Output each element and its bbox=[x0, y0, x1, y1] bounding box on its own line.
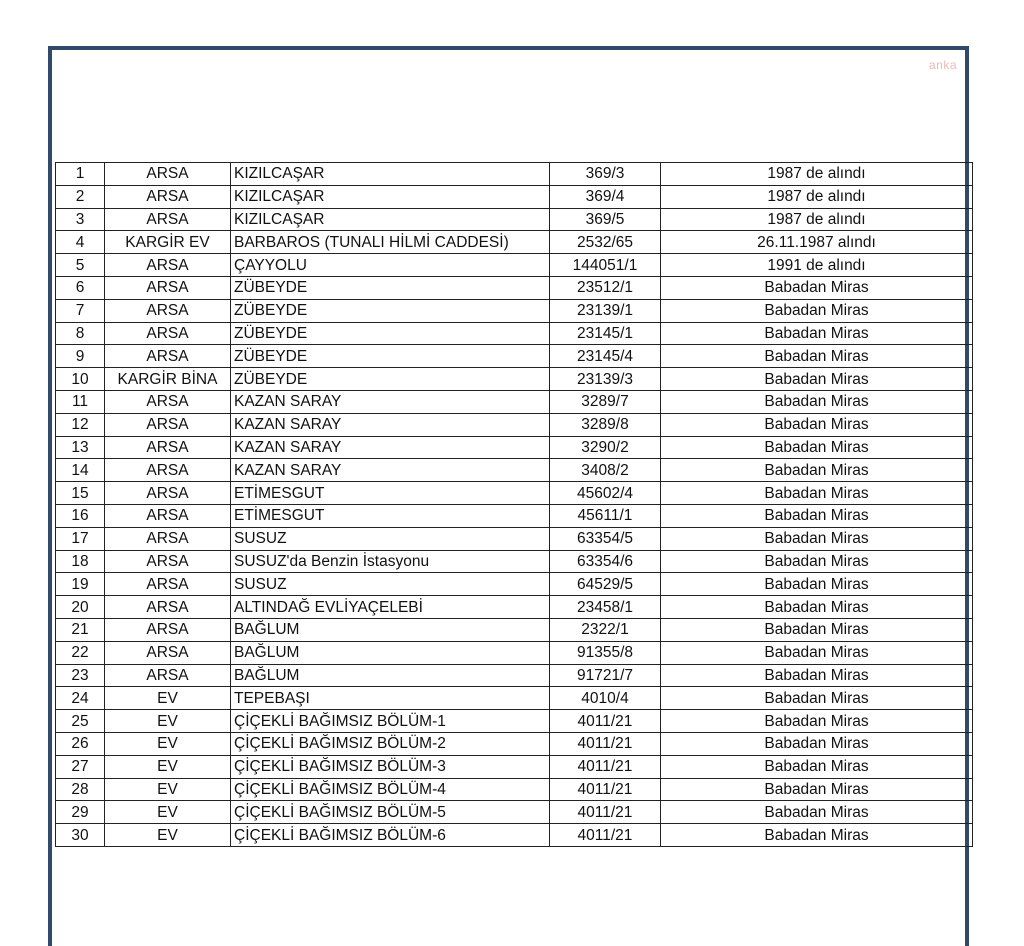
location-cell: ZÜBEYDE bbox=[231, 368, 550, 391]
table-row bbox=[56, 208, 973, 231]
location-cell: ÇİÇEKLİ BAĞIMSIZ BÖLÜM-6 bbox=[231, 824, 550, 847]
table-row bbox=[56, 163, 973, 186]
location-cell: KIZILCAŞAR bbox=[231, 208, 550, 231]
row-number-cell: 24 bbox=[56, 687, 105, 710]
location-cell: ÇAYYOLU bbox=[231, 254, 550, 277]
property-type-cell: ARSA bbox=[105, 185, 231, 208]
property-type-cell: KARGİR EV bbox=[105, 231, 231, 254]
acquisition-note-cell: 26.11.1987 alındı bbox=[661, 231, 973, 254]
table-row bbox=[56, 390, 973, 413]
table-row bbox=[56, 482, 973, 505]
location-cell: ÇİÇEKLİ BAĞIMSIZ BÖLÜM-4 bbox=[231, 778, 550, 801]
row-number-cell: 3 bbox=[56, 208, 105, 231]
property-type-cell: ARSA bbox=[105, 550, 231, 573]
property-type-cell: ARSA bbox=[105, 573, 231, 596]
location-cell: SUSUZ'da Benzin İstasyonu bbox=[231, 550, 550, 573]
location-cell: ÇİÇEKLİ BAĞIMSIZ BÖLÜM-5 bbox=[231, 801, 550, 824]
acquisition-note-cell: Babadan Miras bbox=[661, 687, 973, 710]
row-number-cell: 23 bbox=[56, 664, 105, 687]
row-number-cell: 2 bbox=[56, 185, 105, 208]
location-cell: ALTINDAĞ EVLİYAÇELEBİ bbox=[231, 596, 550, 619]
row-number-cell: 15 bbox=[56, 482, 105, 505]
parcel-number-cell: 23512/1 bbox=[550, 276, 661, 299]
location-cell: SUSUZ bbox=[231, 573, 550, 596]
parcel-number-cell: 23145/1 bbox=[550, 322, 661, 345]
location-cell: SUSUZ bbox=[231, 527, 550, 550]
location-cell: KAZAN SARAY bbox=[231, 390, 550, 413]
location-cell: KAZAN SARAY bbox=[231, 459, 550, 482]
table-row bbox=[56, 504, 973, 527]
acquisition-note-cell: Babadan Miras bbox=[661, 276, 973, 299]
location-cell: ETİMESGUT bbox=[231, 482, 550, 505]
parcel-number-cell: 369/3 bbox=[550, 163, 661, 186]
location-cell: ÇİÇEKLİ BAĞIMSIZ BÖLÜM-3 bbox=[231, 755, 550, 778]
property-type-cell: ARSA bbox=[105, 618, 231, 641]
parcel-number-cell: 45611/1 bbox=[550, 504, 661, 527]
location-cell: ÇİÇEKLİ BAĞIMSIZ BÖLÜM-2 bbox=[231, 732, 550, 755]
row-number-cell: 25 bbox=[56, 710, 105, 733]
parcel-number-cell: 23139/1 bbox=[550, 299, 661, 322]
parcel-number-cell: 45602/4 bbox=[550, 482, 661, 505]
parcel-number-cell: 4010/4 bbox=[550, 687, 661, 710]
location-cell: BARBAROS (TUNALI HİLMİ CADDESİ) bbox=[231, 231, 550, 254]
property-type-cell: EV bbox=[105, 710, 231, 733]
property-type-cell: EV bbox=[105, 687, 231, 710]
parcel-number-cell: 4011/21 bbox=[550, 755, 661, 778]
acquisition-note-cell: Babadan Miras bbox=[661, 778, 973, 801]
parcel-number-cell: 4011/21 bbox=[550, 824, 661, 847]
parcel-number-cell: 4011/21 bbox=[550, 778, 661, 801]
location-cell: KIZILCAŞAR bbox=[231, 163, 550, 186]
row-number-cell: 9 bbox=[56, 345, 105, 368]
table-row bbox=[56, 254, 973, 277]
document-frame bbox=[48, 46, 969, 946]
acquisition-note-cell: Babadan Miras bbox=[661, 732, 973, 755]
property-type-cell: EV bbox=[105, 801, 231, 824]
property-type-cell: KARGİR BİNA bbox=[105, 368, 231, 391]
location-cell: BAĞLUM bbox=[231, 664, 550, 687]
acquisition-note-cell: Babadan Miras bbox=[661, 322, 973, 345]
acquisition-note-cell: Babadan Miras bbox=[661, 755, 973, 778]
parcel-number-cell: 3290/2 bbox=[550, 436, 661, 459]
row-number-cell: 1 bbox=[56, 163, 105, 186]
parcel-number-cell: 3289/7 bbox=[550, 390, 661, 413]
property-type-cell: ARSA bbox=[105, 527, 231, 550]
table-row bbox=[56, 710, 973, 733]
table-row bbox=[56, 755, 973, 778]
parcel-number-cell: 63354/5 bbox=[550, 527, 661, 550]
property-type-cell: ARSA bbox=[105, 596, 231, 619]
acquisition-note-cell: Babadan Miras bbox=[661, 345, 973, 368]
table-row bbox=[56, 345, 973, 368]
location-cell: KIZILCAŞAR bbox=[231, 185, 550, 208]
location-cell: KAZAN SARAY bbox=[231, 413, 550, 436]
parcel-number-cell: 4011/21 bbox=[550, 801, 661, 824]
property-type-cell: ARSA bbox=[105, 163, 231, 186]
location-cell: TEPEBAŞI bbox=[231, 687, 550, 710]
parcel-number-cell: 23145/4 bbox=[550, 345, 661, 368]
acquisition-note-cell: Babadan Miras bbox=[661, 482, 973, 505]
table-row bbox=[56, 413, 973, 436]
row-number-cell: 20 bbox=[56, 596, 105, 619]
acquisition-note-cell: Babadan Miras bbox=[661, 550, 973, 573]
table-row bbox=[56, 436, 973, 459]
parcel-number-cell: 63354/6 bbox=[550, 550, 661, 573]
row-number-cell: 19 bbox=[56, 573, 105, 596]
acquisition-note-cell: Babadan Miras bbox=[661, 641, 973, 664]
parcel-number-cell: 64529/5 bbox=[550, 573, 661, 596]
property-type-cell: ARSA bbox=[105, 664, 231, 687]
property-type-cell: EV bbox=[105, 824, 231, 847]
table-row bbox=[56, 641, 973, 664]
property-type-cell: ARSA bbox=[105, 322, 231, 345]
parcel-number-cell: 144051/1 bbox=[550, 254, 661, 277]
acquisition-note-cell: 1987 de alındı bbox=[661, 163, 973, 186]
table-row bbox=[56, 573, 973, 596]
row-number-cell: 10 bbox=[56, 368, 105, 391]
acquisition-note-cell: 1991 de alındı bbox=[661, 254, 973, 277]
location-cell: BAĞLUM bbox=[231, 618, 550, 641]
row-number-cell: 16 bbox=[56, 504, 105, 527]
row-number-cell: 30 bbox=[56, 824, 105, 847]
property-type-cell: ARSA bbox=[105, 504, 231, 527]
location-cell: KAZAN SARAY bbox=[231, 436, 550, 459]
acquisition-note-cell: Babadan Miras bbox=[661, 436, 973, 459]
row-number-cell: 6 bbox=[56, 276, 105, 299]
row-number-cell: 11 bbox=[56, 390, 105, 413]
anka-watermark: anka bbox=[928, 58, 957, 72]
table-row bbox=[56, 732, 973, 755]
property-type-cell: EV bbox=[105, 755, 231, 778]
row-number-cell: 14 bbox=[56, 459, 105, 482]
row-number-cell: 21 bbox=[56, 618, 105, 641]
property-type-cell: ARSA bbox=[105, 276, 231, 299]
table-row bbox=[56, 801, 973, 824]
acquisition-note-cell: Babadan Miras bbox=[661, 664, 973, 687]
acquisition-note-cell: Babadan Miras bbox=[661, 368, 973, 391]
parcel-number-cell: 3408/2 bbox=[550, 459, 661, 482]
parcel-number-cell: 23458/1 bbox=[550, 596, 661, 619]
table-row bbox=[56, 618, 973, 641]
property-type-cell: ARSA bbox=[105, 254, 231, 277]
property-type-cell: ARSA bbox=[105, 390, 231, 413]
acquisition-note-cell: Babadan Miras bbox=[661, 504, 973, 527]
table-row bbox=[56, 596, 973, 619]
parcel-number-cell: 369/5 bbox=[550, 208, 661, 231]
location-cell: ZÜBEYDE bbox=[231, 299, 550, 322]
table-row bbox=[56, 664, 973, 687]
property-table-body bbox=[56, 163, 973, 847]
parcel-number-cell: 2532/65 bbox=[550, 231, 661, 254]
acquisition-note-cell: Babadan Miras bbox=[661, 824, 973, 847]
parcel-number-cell: 3289/8 bbox=[550, 413, 661, 436]
table-row bbox=[56, 778, 973, 801]
table-row bbox=[56, 231, 973, 254]
acquisition-note-cell: Babadan Miras bbox=[661, 299, 973, 322]
property-type-cell: ARSA bbox=[105, 436, 231, 459]
property-type-cell: EV bbox=[105, 778, 231, 801]
table-row bbox=[56, 459, 973, 482]
acquisition-note-cell: Babadan Miras bbox=[661, 801, 973, 824]
property-type-cell: ARSA bbox=[105, 641, 231, 664]
acquisition-note-cell: Babadan Miras bbox=[661, 710, 973, 733]
acquisition-note-cell: Babadan Miras bbox=[661, 413, 973, 436]
row-number-cell: 13 bbox=[56, 436, 105, 459]
location-cell: ZÜBEYDE bbox=[231, 345, 550, 368]
location-cell: BAĞLUM bbox=[231, 641, 550, 664]
parcel-number-cell: 91355/8 bbox=[550, 641, 661, 664]
property-type-cell: ARSA bbox=[105, 413, 231, 436]
row-number-cell: 26 bbox=[56, 732, 105, 755]
row-number-cell: 4 bbox=[56, 231, 105, 254]
property-table bbox=[55, 162, 973, 847]
table-row bbox=[56, 322, 973, 345]
parcel-number-cell: 2322/1 bbox=[550, 618, 661, 641]
row-number-cell: 29 bbox=[56, 801, 105, 824]
location-cell: ÇİÇEKLİ BAĞIMSIZ BÖLÜM-1 bbox=[231, 710, 550, 733]
row-number-cell: 12 bbox=[56, 413, 105, 436]
row-number-cell: 27 bbox=[56, 755, 105, 778]
row-number-cell: 22 bbox=[56, 641, 105, 664]
property-type-cell: ARSA bbox=[105, 482, 231, 505]
location-cell: ZÜBEYDE bbox=[231, 276, 550, 299]
acquisition-note-cell: 1987 de alındı bbox=[661, 185, 973, 208]
row-number-cell: 17 bbox=[56, 527, 105, 550]
table-row bbox=[56, 824, 973, 847]
table-row bbox=[56, 368, 973, 391]
parcel-number-cell: 91721/7 bbox=[550, 664, 661, 687]
property-type-cell: ARSA bbox=[105, 345, 231, 368]
property-type-cell: EV bbox=[105, 732, 231, 755]
acquisition-note-cell: Babadan Miras bbox=[661, 573, 973, 596]
acquisition-note-cell: Babadan Miras bbox=[661, 618, 973, 641]
row-number-cell: 18 bbox=[56, 550, 105, 573]
row-number-cell: 5 bbox=[56, 254, 105, 277]
acquisition-note-cell: Babadan Miras bbox=[661, 459, 973, 482]
property-type-cell: ARSA bbox=[105, 299, 231, 322]
parcel-number-cell: 23139/3 bbox=[550, 368, 661, 391]
table-row bbox=[56, 527, 973, 550]
acquisition-note-cell: Babadan Miras bbox=[661, 596, 973, 619]
table-row bbox=[56, 687, 973, 710]
parcel-number-cell: 369/4 bbox=[550, 185, 661, 208]
row-number-cell: 28 bbox=[56, 778, 105, 801]
table-row bbox=[56, 299, 973, 322]
row-number-cell: 7 bbox=[56, 299, 105, 322]
parcel-number-cell: 4011/21 bbox=[550, 710, 661, 733]
parcel-number-cell: 4011/21 bbox=[550, 732, 661, 755]
acquisition-note-cell: Babadan Miras bbox=[661, 390, 973, 413]
acquisition-note-cell: 1987 de alındı bbox=[661, 208, 973, 231]
table-row bbox=[56, 550, 973, 573]
row-number-cell: 8 bbox=[56, 322, 105, 345]
location-cell: ZÜBEYDE bbox=[231, 322, 550, 345]
table-row bbox=[56, 276, 973, 299]
acquisition-note-cell: Babadan Miras bbox=[661, 527, 973, 550]
location-cell: ETİMESGUT bbox=[231, 504, 550, 527]
property-type-cell: ARSA bbox=[105, 208, 231, 231]
property-type-cell: ARSA bbox=[105, 459, 231, 482]
table-row bbox=[56, 185, 973, 208]
